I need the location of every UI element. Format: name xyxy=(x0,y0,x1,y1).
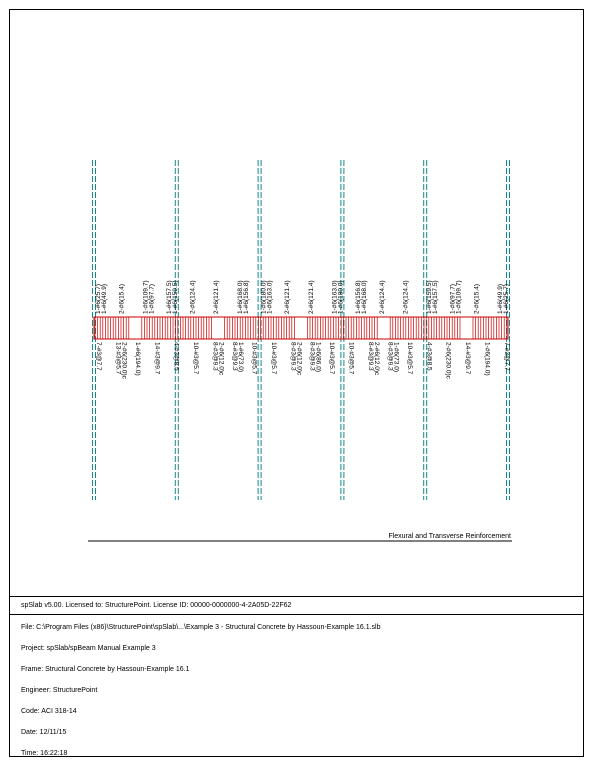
top-bar-label: 1-#6(109.7) xyxy=(142,280,150,314)
bottom-bar-label: 1-#6(73.0) xyxy=(237,342,244,372)
bottom-bar-label: 10-#3@5.7 xyxy=(328,342,336,375)
drawing-title: Flexural and Transverse Reinforcement xyxy=(388,533,511,540)
project-name: Project: spSlab/spBeam Manual Example 3 xyxy=(21,645,156,652)
top-bar-label: 2-#6(124.4) xyxy=(402,280,410,314)
bottom-bar-label: 14-#3@9.7 xyxy=(464,342,472,375)
bottom-bar-label: 7-#3@7.7 xyxy=(95,342,102,371)
top-bar-label: 1-#6(157.5) xyxy=(432,280,440,314)
reinforcement-drawing xyxy=(10,10,583,594)
top-bar-label: 2-#6(121.4) xyxy=(307,280,315,314)
top-bar-label: 1-#6(159.5) xyxy=(426,280,434,314)
stirrup-group xyxy=(261,317,342,339)
top-bar-label: 1-#6(168.0) xyxy=(361,280,369,314)
bottom-bar-label: 2-#6(230.0)c xyxy=(120,342,128,379)
top-bar-label: 1-#6(49.9) xyxy=(497,284,504,314)
design-code: Code: ACI 318-14 xyxy=(21,708,77,715)
license-text: spSlab v5.00. Licensed to: StructurePoint. License ID: 00000-0000000-4-2A05D-22F62 xyxy=(21,602,292,609)
frame-name: Frame: Structural Concrete by Hassoun-Example 16.1 xyxy=(21,666,190,673)
bottom-bar-label: 8-#3@9.3 xyxy=(289,342,297,371)
bottom-bar-label: 10-#3@5.7 xyxy=(405,342,413,375)
top-bar-label: 1-#6(156.8) xyxy=(355,280,363,314)
stirrup-group xyxy=(343,317,424,339)
slab-outline xyxy=(94,317,508,339)
bottom-bar-label: 10-#3@5.7 xyxy=(192,342,200,375)
bottom-bar-label: 2-#6(12.0)c xyxy=(217,342,225,376)
bottom-bar-label: 14-#3@9.7 xyxy=(153,342,161,375)
slab-strip xyxy=(94,317,508,339)
top-bar-label: 1-#6(97.7) xyxy=(449,284,457,314)
bottom-bar-label: 7-#3@7.7 xyxy=(503,342,510,371)
top-bar-label: 2-#6(121.4) xyxy=(284,280,292,314)
bottom-bar-label: 13-#3@5.7 xyxy=(114,342,122,375)
file-path: File: C:\Program Files (x86)\StructurePoint\spSlab\...\Example 3 - Structural Concrete by Hassoun-Example 16.1.slb xyxy=(21,624,381,631)
top-bar-label: 2-#6(15.4) xyxy=(473,284,481,314)
top-bar-label: 2-#6(121.4) xyxy=(213,280,221,314)
bottom-bar-label: 4-#3@8.5 xyxy=(425,342,433,371)
license-bar xyxy=(10,596,583,615)
top-bar-label: 1-#6(156.8) xyxy=(242,280,250,314)
top-bar-label: 2-#6(15.4) xyxy=(118,284,126,314)
report-time: Time: 16:22:18 xyxy=(21,750,68,757)
top-bar-label: 1-#6(109.7) xyxy=(455,280,463,314)
top-bar-label: 1-#6(157.5) xyxy=(165,280,173,314)
top-bar-label: 2-#6(124.4) xyxy=(189,280,197,314)
top-bar-label: 1-#6(25.7) xyxy=(95,284,102,314)
bottom-bar-label: 8-#3@9.3 xyxy=(386,342,394,371)
bottom-bar-label: 8-#3@9.3 xyxy=(367,342,374,371)
bottom-bar-label: 8-#3@9.3 xyxy=(211,342,219,371)
stirrup-group xyxy=(95,317,176,339)
top-bar-label: 1-#6(97.7) xyxy=(148,284,156,314)
top-bar-label: 1-#6(163.0) xyxy=(266,280,274,314)
top-bar-label: 2-#6(124.4) xyxy=(378,280,386,314)
bottom-bar-label: 1-#6(194.0) xyxy=(133,342,141,376)
stirrup-group xyxy=(426,317,507,339)
bottom-bar-label: 10-#3@5.7 xyxy=(347,342,355,375)
bottom-bar-label: 2-#6(230.0)c xyxy=(444,342,452,379)
top-bar-label: 1-#6(159.5) xyxy=(171,280,179,314)
bottom-bar-label: 1-#6(194.0) xyxy=(483,342,491,376)
bottom-bar-label: 2-#6(12.0)c xyxy=(295,342,303,376)
bottom-bar-label: 2-#6(12.0)c xyxy=(373,342,380,376)
bottom-bar-label: 1-#6(86.0) xyxy=(314,342,322,372)
report-sheet xyxy=(9,9,584,757)
top-bar-label: 1-#6(180.0) xyxy=(260,280,268,314)
bottom-bar-label: 8-#3@9.3 xyxy=(308,342,316,371)
stirrup-group xyxy=(178,317,259,339)
bottom-bar-label: 10-#3@5.7 xyxy=(250,342,258,375)
top-bar-label: 1-#6(163.0) xyxy=(331,280,339,314)
bottom-bar-label: 8-#3@9.3 xyxy=(231,342,238,371)
top-bar-label: 1-#6(49.9) xyxy=(101,284,108,314)
top-bar-label: 1-#6(168.0) xyxy=(236,280,244,314)
top-bar-label: 1-#6(180.0) xyxy=(337,280,345,314)
bottom-bar-label: 4-#3@8.5 xyxy=(172,342,180,371)
bottom-bar-label: 10-#3@5.7 xyxy=(269,342,277,375)
bottom-bar-label: 1-#6(73.0) xyxy=(392,342,400,372)
report-date: Date: 12/11/15 xyxy=(21,729,67,736)
engineer-name: Engineer: StructurePoint xyxy=(21,687,98,694)
top-bar-label: 1-#6(25.7) xyxy=(503,284,510,314)
